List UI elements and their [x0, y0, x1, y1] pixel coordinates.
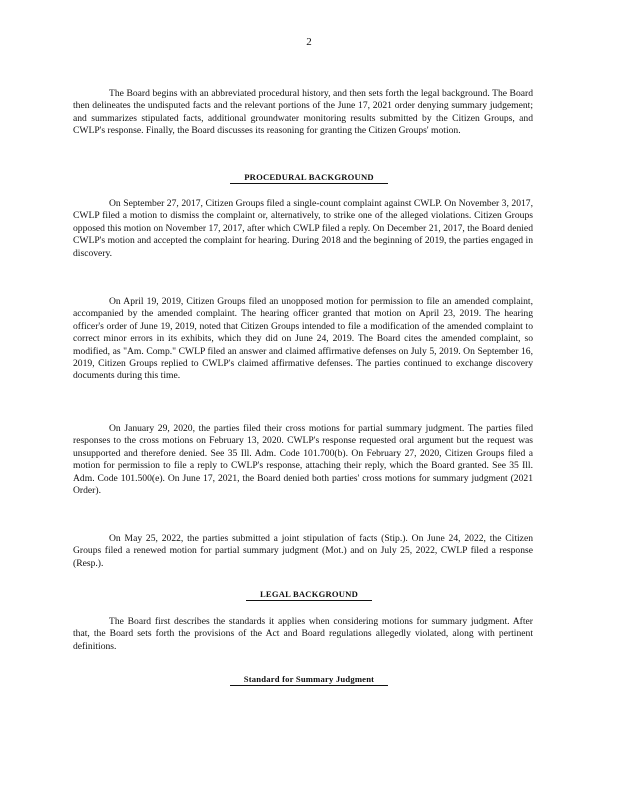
legal-background-heading-text: LEGAL BACKGROUND	[246, 589, 372, 601]
procedural-paragraph-4: On May 25, 2022, the parties submitted a joint stipulation of facts (Stip.). On June 24, 2022, the Citizen Groups filed a renewed motion for partial summary judgment (Mot.) and on July 25, 2022, CWLP filed a response (Resp.).	[73, 533, 533, 569]
procedural-paragraph-2: On April 19, 2019, Citizen Groups filed an unopposed motion for permission to file an amended complaint, accompanied by the amended complaint. The hearing officer granted that motion on April 23, 2019. The hearing officer's order of June 19, 2019, noted that Citizen Groups intended to file a modification of the amended complaint to correct minor errors in its exhibits, which they did on June 24, 2019. The Board cites the amended complaint, so modified, as "Am. Comp." CWLP filed an answer and claimed affirmative defenses on July 5, 2019. On September 16, 2019, Citizen Groups replied to CWLP's claimed affirmative defenses. The parties continued to exchange discovery documents during this time.	[73, 296, 533, 382]
page-number: 2	[306, 36, 312, 48]
legal-background-heading	[0, 589, 618, 601]
summary-judgment-standard-heading-text: Standard for Summary Judgment	[230, 674, 389, 686]
procedural-background-heading	[0, 172, 618, 184]
procedural-paragraph-3: On January 29, 2020, the parties filed their cross motions for partial summary judgment. The parties filed responses to the cross motions on February 13, 2020. CWLP's response requested oral argument but the request was unsupported and therefore denied. See 35 Ill. Adm. Code 101.700(b). On February 27, 2020, Citizen Groups filed a motion for permission to file a reply to CWLP's response, attaching their reply, which the Board granted. See 35 Ill. Adm. Code 101.500(e). On June 17, 2021, the Board denied both parties' cross motions for summary judgment (2021 Order).	[73, 423, 533, 497]
legal-paragraph-1: The Board first describes the standards it applies when considering motions for summary judgment. After that, the Board sets forth the provisions of the Act and Board regulations allegedly violated, along with pertinent definitions.	[73, 616, 533, 652]
intro-paragraph: The Board begins with an abbreviated procedural history, and then sets forth the legal background. The Board then delineates the undisputed facts and the relevant portions of the June 17, 2021 order denying summary judgement; and summarizes stipulated facts, additional groundwater monitoring results submitted by the Citizen Groups, and CWLP's response. Finally, the Board discusses its reasoning for granting the Citizen Groups' motion.	[73, 88, 533, 137]
procedural-background-heading-text: PROCEDURAL BACKGROUND	[230, 172, 388, 184]
procedural-paragraph-1: On September 27, 2017, Citizen Groups filed a single-count complaint against CWLP. On November 3, 2017, CWLP filed a motion to dismiss the complaint or, alternatively, to strike one of the alleged violations. Citizen Groups opposed this motion on November 17, 2017, after which CWLP filed a reply. On December 21, 2017, the Board denied CWLP's motion and accepted the complaint for hearing. During 2018 and the beginning of 2019, the parties engaged in discovery.	[73, 198, 533, 259]
summary-judgment-standard-heading	[0, 674, 618, 686]
